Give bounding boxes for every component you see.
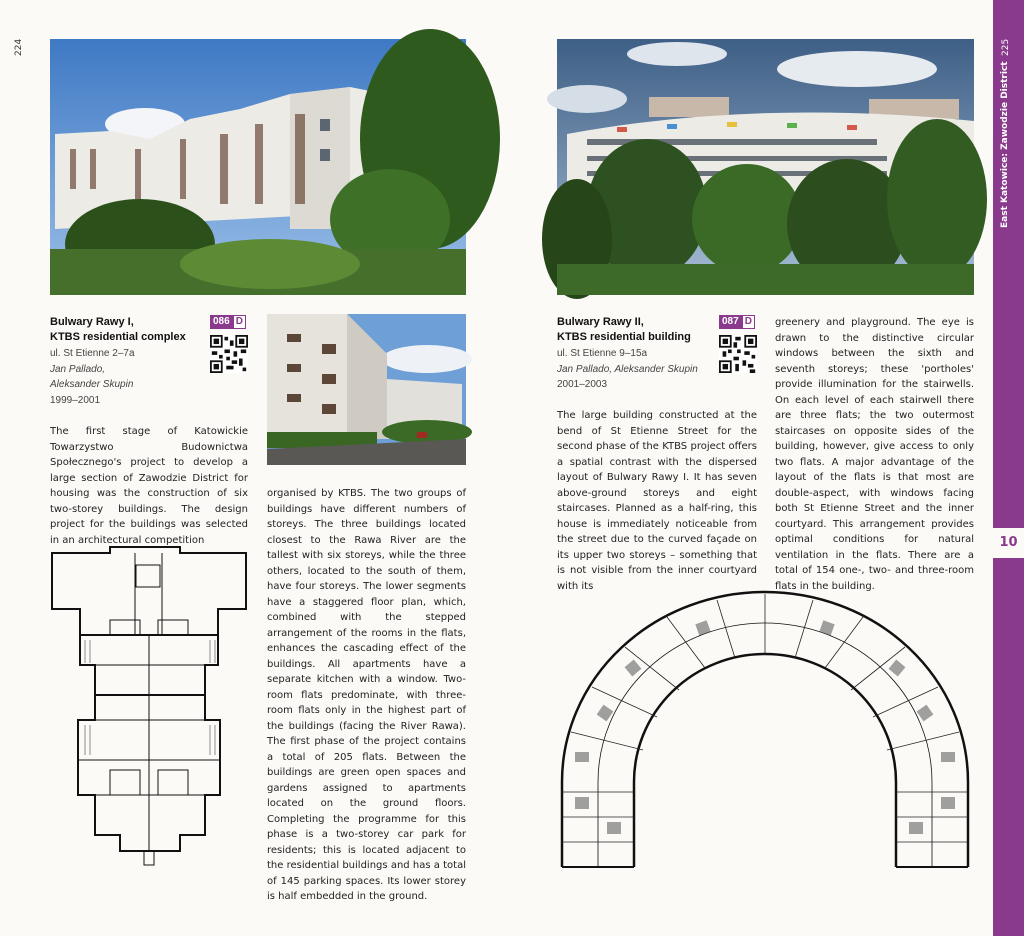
section-title: East Katowice: Zawodzie District bbox=[1000, 61, 1010, 228]
entry1-badge-tag: D bbox=[233, 315, 246, 329]
entry2-title-line2: KTBS residential building bbox=[557, 331, 691, 343]
entry1-meta bbox=[50, 346, 135, 408]
entry2-qr-code[interactable] bbox=[719, 335, 757, 373]
entry2-title bbox=[557, 315, 691, 345]
floor-plan-bulwary-rawy-1 bbox=[50, 545, 248, 867]
photo-bulwary-rawy-1-street bbox=[267, 314, 466, 465]
entry2-address: ul. St Etienne 9–15a bbox=[557, 348, 648, 359]
photo-bulwary-rawy-2 bbox=[557, 39, 974, 295]
entry1-text-col1: The first stage of Katowickie Towarzystwo Budownictwa Społecznego's project to develop a large section of Zawodzie District for housing was the construction of six two-storey buildings. The design project for the buildings was selected in an architectural competition bbox=[50, 426, 248, 546]
entry2-years: 2001–2003 bbox=[557, 379, 608, 390]
entry2-badge-number: 087 bbox=[719, 315, 742, 329]
entry2-badge-tag: D bbox=[742, 315, 755, 329]
entry1-architect-1: Jan Pallado, bbox=[50, 363, 106, 375]
entry2-title-line1: Bulwary Rawy II, bbox=[557, 316, 644, 328]
entry1-years: 1999–2001 bbox=[50, 394, 101, 406]
entry1-architect-2: Aleksander Skupin bbox=[50, 379, 134, 390]
entry1-qr-code[interactable] bbox=[210, 335, 248, 373]
page-number-left: 224 bbox=[14, 38, 24, 56]
entry2-badge bbox=[719, 315, 755, 329]
entry1-title-line1: Bulwary Rawy I, bbox=[50, 316, 134, 328]
photo-bulwary-rawy-1 bbox=[50, 39, 466, 295]
entry2-text-col2: greenery and playground. The eye is drawn to the distinctive circular windows between the sixth and seventh storeys; these 'portholes' provide illumination for the stairwells. On each level of each stairwell there are three flats; the two outermost staircases on opposite sides of the building, however, give access to only two flats. A major advantage of the layout of the flats is that most are double-aspect, with windows facing both St Etienne Street and the inner courtyard. This arrangement provides optimal conditions for natural ventilation in the flats. There are a total of 154 one-, two- and three-room flats in the building. bbox=[775, 317, 974, 592]
entry2-text-col1: The large building constructed at the bend of St Etienne Street for the second phase of the KTBS project offers a spatial contrast with the dispersed layout of Bulwary Rawy I. It has seven above-ground storeys and eight staircases. Planned as a half-ring, this house is immediately noticeable from the street due to the curved façade on its upper two storeys – something that is not visible from the inner courtyard with its bbox=[557, 410, 757, 592]
page-number-right: 225 bbox=[1001, 38, 1011, 56]
entry1-address: ul. St Etienne 2–7a bbox=[50, 348, 135, 359]
entry1-badge-number: 086 bbox=[210, 315, 233, 329]
entry2-meta bbox=[557, 346, 698, 393]
floor-plan-bulwary-rawy-2 bbox=[557, 592, 974, 870]
entry1-title bbox=[50, 315, 186, 345]
entry1-text-col2: organised by KTBS. The two groups of buildings have different numbers of storeys. The three buildings located closest to the Rawa River are the tallest with six storeys, while the three others, located to the south of them, have four storeys. The lower segments have a staggered floor plan, which, combined with the stepped arrangement of the rooms in the flats, enhances the cascading effect of the buildings. All apartments have a separate kitchen with a window. Two-room flats predominate, with three-room flats only in the highest part of the buildings (facing the River Rawa). The first phase of the project contains a total of 205 flats. Between the buildings are green open spaces and gardens assigned to apartments located on the ground floors. Completing the programme for this phase is a two-storey car park for residents; this is located adjacent to the residential buildings and has a total of 145 parking spaces. Its lower storey is half embedded in the ground. bbox=[267, 488, 466, 902]
entry1-title-line2: KTBS residential complex bbox=[50, 331, 186, 343]
chapter-number: 10 bbox=[999, 535, 1018, 550]
entry2-architects: Jan Pallado, Aleksander Skupin bbox=[557, 363, 698, 375]
entry1-badge bbox=[210, 315, 246, 329]
